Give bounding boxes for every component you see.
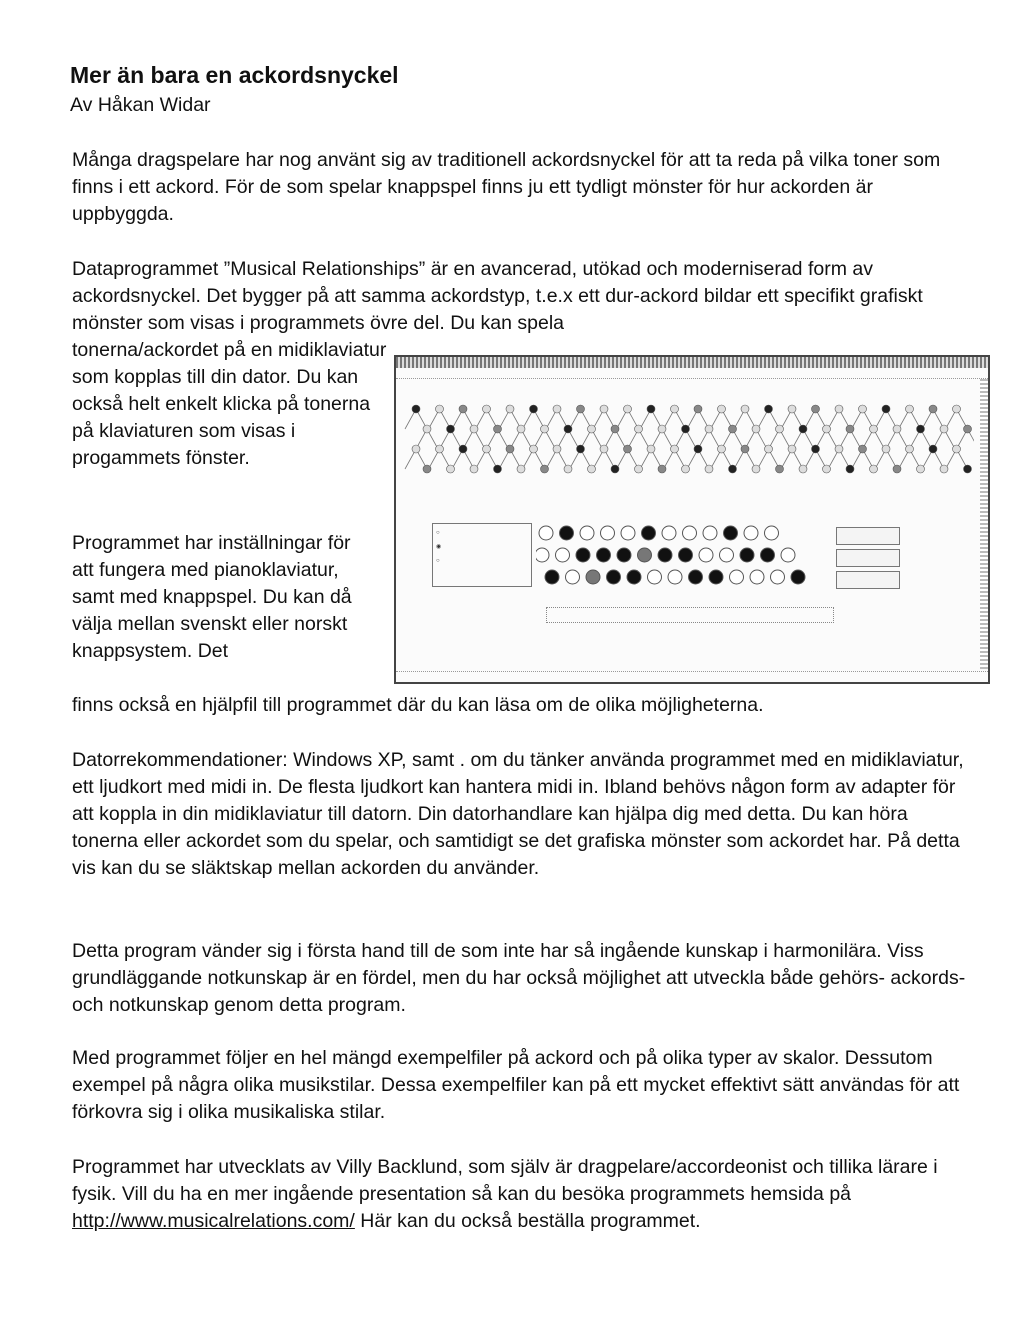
- keyboard-button: [771, 570, 785, 584]
- keyboard-settings-panel: [432, 523, 532, 587]
- lattice-node: [541, 425, 549, 433]
- lattice-node: [517, 465, 525, 473]
- paragraph-audience: Detta program vänder sig i första hand till de som inte har så ingående kunskap i harmonilära. Viss grundläggande notkunskap är en fördel, men du har också möjlighet att utveckla både gehörs- ackords- och notkunskap genom detta program.: [72, 940, 966, 1016]
- lattice-node: [412, 445, 420, 453]
- lattice-node: [447, 425, 455, 433]
- lattice-node: [447, 465, 455, 473]
- lattice-node: [953, 445, 961, 453]
- lattice-node: [564, 465, 572, 473]
- lattice-node: [882, 445, 890, 453]
- lattice-node: [893, 425, 901, 433]
- lattice-node: [929, 445, 937, 453]
- lattice-node: [635, 425, 643, 433]
- lattice-node: [577, 445, 585, 453]
- lattice-node: [823, 465, 831, 473]
- lattice-node: [682, 465, 690, 473]
- paragraph-examples: Med programmet följer en hel mängd exempelfiler på ackord och på olika typer av skalor. Dessutom exempel på några olika musikstilar. Dessa exempelfiler kan på ett mycket effektivt sätt användas för att förkovra sig i olika musikaliska stilar.: [72, 1047, 960, 1123]
- navigation-bar: [546, 607, 834, 623]
- keyboard-button: [536, 548, 549, 562]
- chord-pattern-lattice: [404, 397, 974, 487]
- lattice-node: [494, 425, 502, 433]
- keyboard-button: [539, 526, 553, 540]
- keyboard-button: [560, 526, 574, 540]
- keyboard-button: [601, 526, 615, 540]
- radio-option: ◉: [436, 544, 442, 550]
- lattice-node: [893, 465, 901, 473]
- lattice-node: [624, 405, 632, 413]
- keyboard-button: [781, 548, 795, 562]
- keyboard-button: [658, 548, 672, 562]
- lattice-node: [705, 465, 713, 473]
- lattice-node: [494, 465, 502, 473]
- lattice-node: [741, 405, 749, 413]
- window-titlebar: [396, 357, 988, 368]
- lattice-node: [776, 425, 784, 433]
- lattice-node: [917, 465, 925, 473]
- keyboard-button: [662, 526, 676, 540]
- lattice-node: [423, 425, 431, 433]
- lattice-node: [588, 465, 596, 473]
- keyboard-button: [556, 548, 570, 562]
- keyboard-button: [648, 570, 662, 584]
- lattice-node: [635, 465, 643, 473]
- keyboard-button: [576, 548, 590, 562]
- lattice-node: [835, 445, 843, 453]
- lattice-node: [600, 445, 608, 453]
- lattice-node: [671, 445, 679, 453]
- keyboard-button: [627, 570, 641, 584]
- lattice-node: [799, 425, 807, 433]
- lattice-node: [470, 465, 478, 473]
- lattice-node: [423, 465, 431, 473]
- keyboard-button: [679, 548, 693, 562]
- lattice-node: [436, 445, 444, 453]
- keyboard-button: [668, 570, 682, 584]
- lattice-node: [694, 445, 702, 453]
- lattice-node: [729, 425, 737, 433]
- lattice-node: [752, 425, 760, 433]
- lattice-node: [870, 425, 878, 433]
- lattice-node: [823, 425, 831, 433]
- keyboard-button: [689, 570, 703, 584]
- lattice-node: [870, 465, 878, 473]
- keyboard-button: [683, 526, 697, 540]
- program-button: [836, 571, 900, 589]
- lattice-node: [541, 465, 549, 473]
- window-menubar: [396, 368, 988, 379]
- lattice-node: [564, 425, 572, 433]
- program-button: [836, 549, 900, 567]
- lattice-node: [470, 425, 478, 433]
- lattice-node: [671, 405, 679, 413]
- radio-option: ○: [436, 530, 440, 536]
- lattice-node: [647, 405, 655, 413]
- button-keyboard: [536, 525, 836, 605]
- keyboard-button: [607, 570, 621, 584]
- lattice-node: [459, 445, 467, 453]
- keyboard-button: [580, 526, 594, 540]
- lattice-node: [846, 425, 854, 433]
- window-scrollbar: [980, 379, 988, 669]
- lattice-node: [718, 405, 726, 413]
- keyboard-button: [791, 570, 805, 584]
- lattice-node: [953, 405, 961, 413]
- keyboard-button: [720, 548, 734, 562]
- lattice-node: [752, 465, 760, 473]
- lattice-node: [611, 465, 619, 473]
- program-screenshot: [394, 355, 990, 684]
- lattice-node: [436, 405, 444, 413]
- lattice-node: [940, 425, 948, 433]
- lattice-node: [835, 405, 843, 413]
- lattice-node: [788, 405, 796, 413]
- lattice-node: [624, 445, 632, 453]
- keyboard-button: [617, 548, 631, 562]
- lattice-node: [846, 465, 854, 473]
- lattice-node: [553, 445, 561, 453]
- keyboard-button: [750, 570, 764, 584]
- lattice-node: [588, 425, 596, 433]
- lattice-node: [412, 405, 420, 413]
- lattice-node: [577, 405, 585, 413]
- paragraph-program: Dataprogrammet ”Musical Relationships” är en avancerad, utökad och moderniserad form av ackordsnyckel. Det bygger på att samma ackordstyp, t.e.x ett dur-ackord bildar ett specifikt grafiskt mönster som visas i programmets övre del. Du kan spela: [72, 258, 923, 334]
- window-statusbar: [396, 671, 988, 682]
- lattice-node: [729, 465, 737, 473]
- lattice-node: [882, 405, 890, 413]
- lattice-node: [647, 445, 655, 453]
- lattice-node: [859, 445, 867, 453]
- developer-text-end: Här kan du också beställa programmet.: [354, 1210, 701, 1232]
- keyboard-button: [740, 548, 754, 562]
- keyboard-button: [709, 570, 723, 584]
- lattice-node: [906, 405, 914, 413]
- lattice-node: [658, 425, 666, 433]
- keyboard-button: [586, 570, 600, 584]
- paragraph-requirements: Datorrekommendationer: Windows XP, samt . om du tänker använda programmet med en midiklaviatur, ett ljudkort med midi in. De flesta ljudkort kan hantera midi in. Ibland behövs någon form av adapter för att koppla in din midiklaviatur till datorn. Din datorhandlare kan hjälpa dig med detta. Du kan höra tonerna eller ackordet som du spelar, och samtidigt se det grafiska mönster som ackordet har. På detta vis kan du se släktskap mellan ackorden du använder.: [72, 749, 964, 879]
- lattice-node: [812, 445, 820, 453]
- lattice-node: [917, 425, 925, 433]
- lattice-node: [776, 465, 784, 473]
- lattice-node: [765, 445, 773, 453]
- lattice-node: [483, 405, 491, 413]
- program-button: [836, 527, 900, 545]
- paragraph-developer: [72, 1154, 977, 1235]
- keyboard-button: [699, 548, 713, 562]
- lattice-node: [506, 405, 514, 413]
- keyboard-button: [730, 570, 744, 584]
- lattice-node: [483, 445, 491, 453]
- lattice-node: [788, 445, 796, 453]
- paragraph-program-cont: tonerna/ackordet på en midiklaviatur som kopplas till din dator. Du kan också helt enkelt klicka på tonerna på klaviaturen som visas i progammets fönster.: [72, 339, 387, 469]
- lattice-node: [506, 445, 514, 453]
- lattice-node: [682, 425, 690, 433]
- lattice-node: [517, 425, 525, 433]
- paragraph-settings: Programmet har inställningar för att fungera med pianoklaviatur, samt med knappspel. Du kan då välja mellan svenskt eller norskt knappsystem. Det: [72, 532, 352, 662]
- keyboard-button: [744, 526, 758, 540]
- lattice-node: [929, 405, 937, 413]
- article-title: Mer än bara en ackordsnyckel: [70, 62, 399, 88]
- lattice-node: [705, 425, 713, 433]
- radio-option: ○: [436, 558, 440, 564]
- lattice-node: [812, 405, 820, 413]
- lattice-node: [964, 425, 972, 433]
- lattice-node: [694, 405, 702, 413]
- keyboard-button: [545, 570, 559, 584]
- lattice-node: [658, 465, 666, 473]
- paragraph-intro: Många dragspelare har nog använt sig av traditionell ackordsnyckel för att ta reda på vilka toner som finns i ett ackord. För de som spelar knappspel finns ju ett tydligt mönster för hur ackorden är uppbyggda.: [72, 149, 941, 225]
- keyboard-button: [638, 548, 652, 562]
- keyboard-button: [642, 526, 656, 540]
- lattice-node: [611, 425, 619, 433]
- lattice-node: [859, 405, 867, 413]
- keyboard-button: [724, 526, 738, 540]
- lattice-node: [553, 405, 561, 413]
- lattice-node: [459, 405, 467, 413]
- keyboard-button: [621, 526, 635, 540]
- lattice-node: [600, 405, 608, 413]
- lattice-node: [906, 445, 914, 453]
- paragraph-settings-cont: finns också en hjälpfil till programmet där du kan läsa om de olika möjligheterna.: [72, 694, 764, 716]
- keyboard-button: [597, 548, 611, 562]
- keyboard-button: [765, 526, 779, 540]
- lattice-node: [530, 445, 538, 453]
- keyboard-button: [703, 526, 717, 540]
- developer-text: Programmet har utvecklats av Villy Backlund, som själv är dragpelare/accordeonist och tillika lärare i fysik. Vill du ha en mer ingående presentation så kan du besöka programmets hemsida på: [72, 1156, 938, 1205]
- article-author: Av Håkan Widar: [70, 94, 211, 116]
- lattice-node: [765, 405, 773, 413]
- lattice-node: [964, 465, 972, 473]
- website-link[interactable]: http://www.musicalrelations.com/: [72, 1210, 355, 1232]
- lattice-node: [530, 405, 538, 413]
- lattice-node: [741, 445, 749, 453]
- keyboard-button: [566, 570, 580, 584]
- lattice-node: [799, 465, 807, 473]
- lattice-node: [718, 445, 726, 453]
- keyboard-button: [761, 548, 775, 562]
- lattice-node: [940, 465, 948, 473]
